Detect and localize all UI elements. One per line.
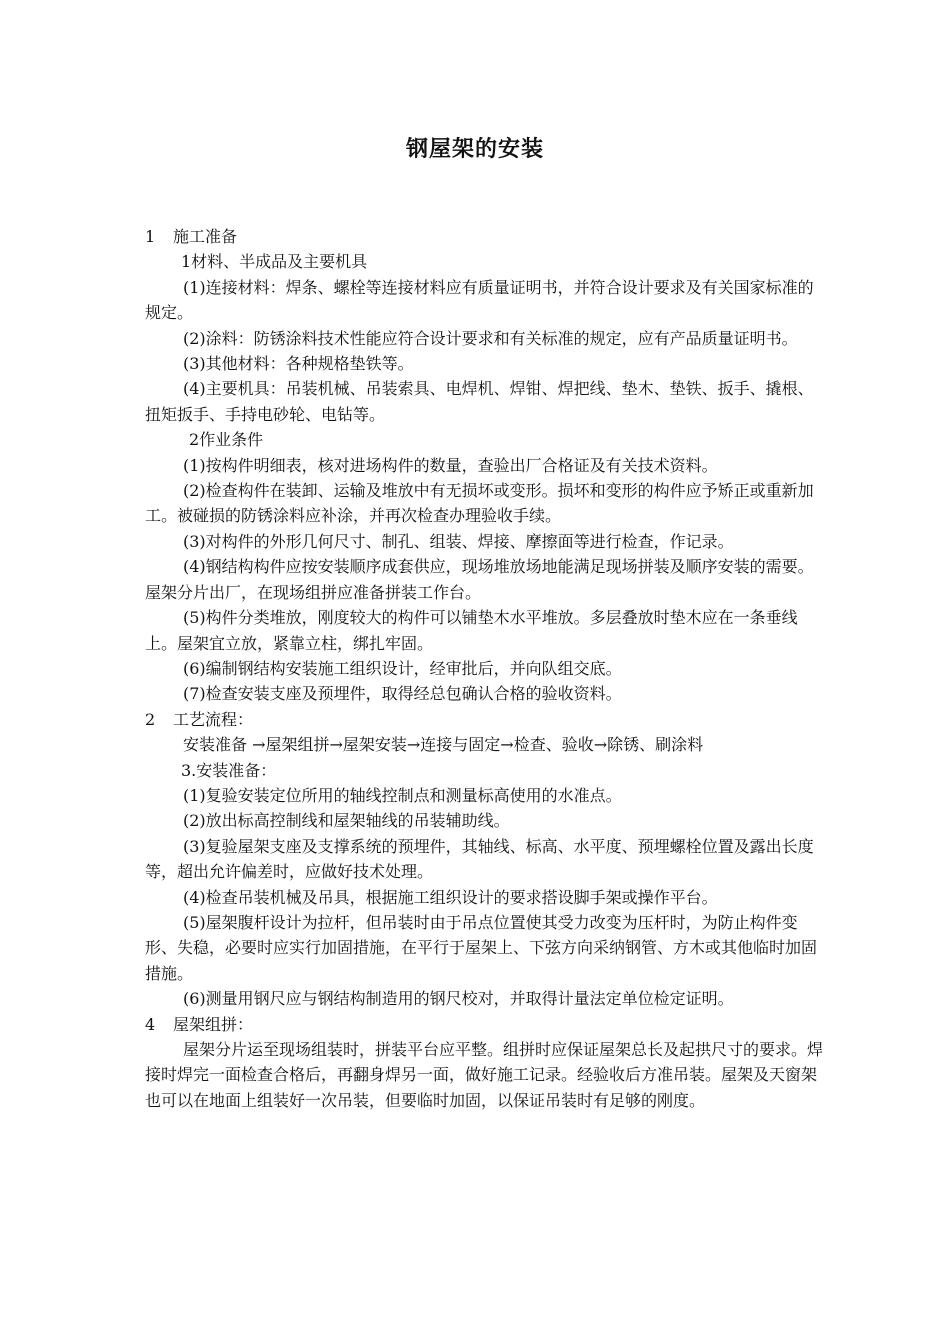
- preparation-item: (4)检查吊装机械及吊具，根据施工组织设计的要求搭设脚手架或操作平台。: [183, 887, 718, 907]
- materials-item: (2)涂料：防锈涂料技术性能应符合设计要求和有关标准的规定，应有产品质量证明书。: [183, 328, 798, 348]
- section-1-number: 1: [145, 227, 156, 246]
- preparation-item: (2)放出标高控制线和屋架轴线的吊装辅助线。: [183, 811, 510, 831]
- section-2-number: 2: [145, 709, 156, 729]
- section-4-heading: [145, 1012, 825, 1037]
- preparation-item: (6)测量用钢尺应与钢结构制造用的钢尺校对，并取得计量法定单位检定证明。: [183, 989, 734, 1009]
- preparation-item: (5)屋架腹杆设计为拉杆，但吊装时由于吊点位置使其受力改变为压杆时，为防止构件变形、失稳，必要时应实行加固措施，在平行于屋架上、下弦方向采纳钢管、方木或其他临时加固措施。: [145, 912, 818, 983]
- conditions-item: (6)编制钢结构安装施工组织设计，经审批后，并向队组交底。: [183, 658, 622, 678]
- preparation-item: (3)复验屋架支座及支撑系统的预埋件，其轴线、标高、水平度、预埋螺栓位置及露出长度等，超出允许偏差时，应做好技术处理。: [145, 836, 814, 882]
- conditions-item: (1)按构件明细表，核对进场构件的数量，查验出厂合格证及有关技术资料。: [183, 455, 718, 475]
- document-body: [145, 224, 825, 1113]
- conditions-item: (5)构件分类堆放，刚度较大的构件可以铺垫木水平堆放。多层叠放时垫木应在一条垂线上。屋架宜立放，紧靠立柱，绑扎牢固。: [145, 608, 798, 653]
- section-1-heading: [145, 224, 825, 249]
- preparation-item: (1)复验安装定位所用的轴线控制点和测量标高使用的水准点。: [183, 785, 622, 805]
- section-4-number: 4: [145, 1014, 156, 1034]
- subsection-conditions-heading: 2作业条件: [189, 430, 264, 450]
- page-title: 钢屋架的安装: [405, 137, 544, 162]
- conditions-item: (2)检查构件在装卸、运输及堆放中有无损坏或变形。损坏和变形的构件应予矫正或重新加工。被碰损的防锈涂料应补涂，并再次检查办理验收手续。: [145, 481, 814, 526]
- materials-item: (4)主要机具：吊装机械、吊装索具、电焊机、焊钳、焊把线、垫木、垫铁、扳手、撬根、扭矩扳手、手持电砂轮、电钻等。: [145, 379, 814, 424]
- process-flow: 安装准备 →屋架组拼→屋架安装→连接与固定→检查、验收→除锈、刷涂料: [183, 735, 704, 755]
- section-1-title: 施工准备: [173, 227, 238, 246]
- materials-item: (1)连接材料：焊条、螺栓等连接材料应有质量证明书，并符合设计要求及有关国家标准的规定。: [145, 277, 814, 323]
- section-2-heading: [145, 707, 825, 732]
- subsection-materials-heading: 1材料、半成品及主要机具: [181, 252, 368, 272]
- section-3-heading: 3.安装准备：: [181, 760, 277, 780]
- conditions-item: (3)对构件的外形几何尺寸、制孔、组装、焊接、摩擦面等进行检查，作记录。: [183, 531, 734, 551]
- conditions-item: (7)检查安装支座及预埋件，取得经总包确认合格的验收资料。: [183, 684, 622, 704]
- conditions-item: (4)钢结构构件应按安装顺序成套供应，现场堆放场地能满足现场拼装及顺序安装的需要。屋架分片出厂，在现场组拼应准备拼装工作台。: [145, 557, 814, 602]
- assembly-paragraph: 屋架分片运至现场组装时，拼装平台应平整。组拼时应保证屋架总长及起拱尺寸的要求。焊接时焊完一面检查合格后，再翻身焊另一面，做好施工记录。经验收后方准吊装。屋架及天窗架也可以在地面上组装好一次吊装，但要临时加固，以保证吊装时有足够的刚度。: [145, 1040, 824, 1110]
- materials-item: (3)其他材料：各种规格垫铁等。: [183, 354, 414, 374]
- section-4-title: 屋架组拼：: [173, 1014, 254, 1034]
- section-2-title: 工艺流程：: [173, 709, 254, 729]
